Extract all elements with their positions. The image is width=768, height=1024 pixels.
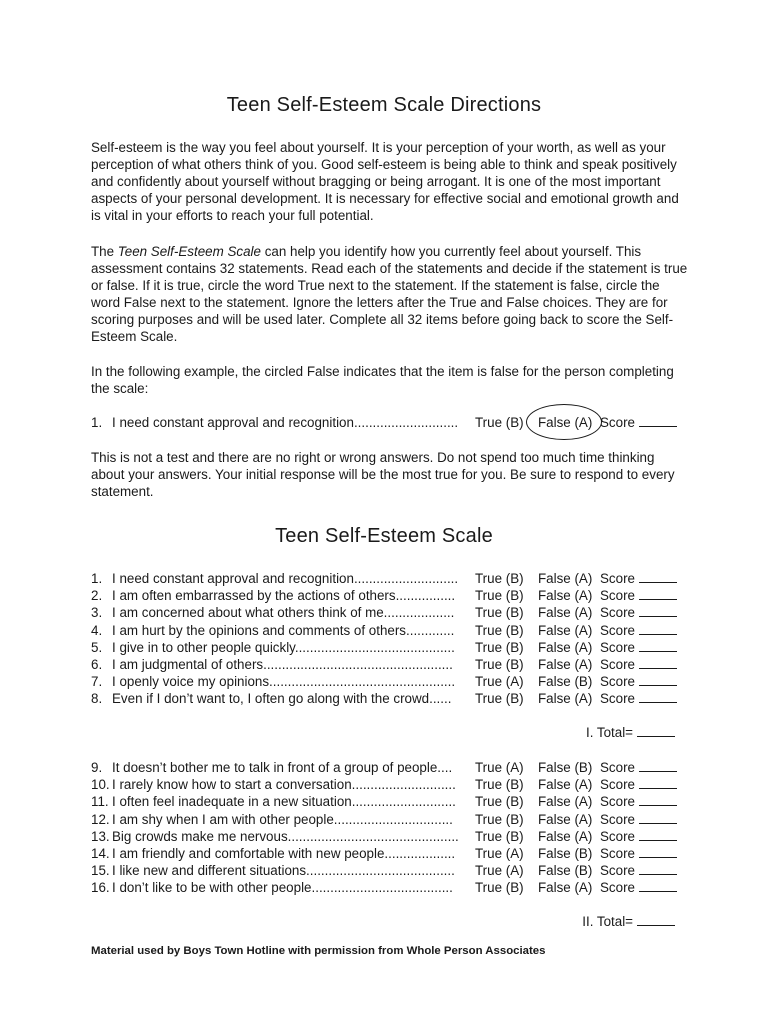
item-statement: I don’t like to be with other people...................................... xyxy=(112,880,453,896)
item-number: 9. xyxy=(91,760,103,775)
score-field xyxy=(600,862,677,879)
false-option: False (A) xyxy=(538,880,593,896)
total-label: I. Total= xyxy=(585,725,633,740)
score-label: Score xyxy=(600,571,635,586)
scale-item-row xyxy=(91,587,691,604)
true-option: True (A) xyxy=(475,863,524,879)
score-blank xyxy=(639,776,677,789)
score-label: Score xyxy=(600,588,635,604)
score-field xyxy=(600,879,677,896)
true-option: True (B) xyxy=(475,588,524,604)
score-field xyxy=(600,570,677,587)
item-statement: I often feel inadequate in a new situation............................ xyxy=(112,794,456,810)
total-blank xyxy=(637,913,675,926)
false-option: False (B) xyxy=(538,674,593,690)
score-label: Score xyxy=(600,605,635,621)
total-blank xyxy=(637,724,675,737)
item-statement: I am shy when I am with other people................................ xyxy=(112,811,453,827)
item-number: 5. xyxy=(91,639,103,655)
false-option: False (A) xyxy=(538,605,593,621)
intro-paragraph: Self-esteem is the way you feel about yourself. It is your perception of your worth, as well as your perception of what others think of you. Good self-esteem is being able to think and speak positively and confidently about yourself without bragging or being arrogant. It is one of the most important aspects of your personal development. It is necessary for effective social and emotional growth and is vital in your efforts to reach your full potential. xyxy=(91,140,679,223)
item-number: 3. xyxy=(91,605,103,621)
false-option: False (B) xyxy=(538,846,593,861)
score-field xyxy=(600,587,677,604)
scale-title: Teen Self-Esteem Scale xyxy=(275,525,493,547)
false-option: False (A) xyxy=(538,691,593,707)
score-blank xyxy=(639,690,677,703)
score-blank xyxy=(639,587,677,600)
score-label: Score xyxy=(600,691,635,707)
scale-item-row xyxy=(91,793,691,810)
footer-credit: Material used by Boys Town Hotline with permission from Whole Person Associates xyxy=(91,945,546,957)
instructions-paragraph xyxy=(91,243,691,345)
item-statement: I am concerned about what others think of me................... xyxy=(112,605,455,621)
section-two-total xyxy=(520,913,675,930)
item-number: 8. xyxy=(91,691,103,707)
false-option: False (A) xyxy=(538,639,593,655)
total-label: II. Total= xyxy=(582,914,633,929)
score-label: Score xyxy=(600,674,635,690)
false-option: False (A) xyxy=(538,777,593,793)
scale-item-row xyxy=(91,845,691,862)
item-number: 7. xyxy=(91,674,103,690)
scale-item-row xyxy=(91,673,691,690)
scale-name: Teen Self-Esteem Scale xyxy=(117,244,261,259)
scale-item-row xyxy=(91,759,691,776)
false-option: False (B) xyxy=(538,863,593,879)
score-field xyxy=(600,622,677,639)
score-blank xyxy=(639,828,677,841)
score-field xyxy=(600,604,677,621)
score-field xyxy=(600,811,677,828)
scale-item-row xyxy=(91,604,691,621)
score-blank xyxy=(639,639,677,652)
score-label: Score xyxy=(600,760,635,775)
score-field xyxy=(600,845,677,862)
item-number: 11. xyxy=(91,794,109,810)
item-number: 13. xyxy=(91,828,110,844)
item-number: 1. xyxy=(91,415,103,430)
score-label: Score xyxy=(600,880,635,896)
true-option: True (B) xyxy=(475,415,524,430)
score-label: Score xyxy=(600,846,635,861)
item-number: 12. xyxy=(91,811,110,827)
false-option: False (A) xyxy=(538,657,593,672)
score-field xyxy=(600,759,677,776)
item-number: 10. xyxy=(91,777,110,793)
instructions-prefix: The xyxy=(91,244,118,259)
score-blank xyxy=(639,759,677,772)
true-option: True (B) xyxy=(475,571,524,586)
score-blank xyxy=(639,811,677,824)
true-option: True (A) xyxy=(475,760,524,775)
score-field xyxy=(600,673,677,690)
item-statement: I am friendly and comfortable with new people................... xyxy=(112,846,456,861)
score-label: Score xyxy=(600,415,635,430)
scale-item-row xyxy=(91,656,691,673)
score-blank xyxy=(639,793,677,806)
false-option: False (A) xyxy=(538,828,593,844)
item-statement: Big crowds make me nervous.............................................. xyxy=(112,828,459,844)
score-field xyxy=(600,414,677,431)
item-number: 14. xyxy=(91,846,110,861)
scale-item-row xyxy=(91,811,691,828)
true-option: True (B) xyxy=(475,811,524,827)
score-field xyxy=(600,793,677,810)
score-label: Score xyxy=(600,828,635,844)
example-answer-circle xyxy=(526,404,602,440)
score-label: Score xyxy=(600,794,635,810)
scale-item-row xyxy=(91,828,691,845)
true-option: True (A) xyxy=(475,674,524,690)
instructions-body: can help you identify how you currently feel about yourself. This assessment contains 32 statements. Read each of the statements and decide if the statement is true or false. If it is true, circle the word True next to the statement. If the statement is false, circle the word False next to the statement. Ignore the letters after the True and False choices. They are for scoring purposes and will be used later. Complete all 32 items before going back to score the Self-Esteem Scale. xyxy=(91,244,688,344)
item-statement: Even if I don’t want to, I often go along with the crowd...... xyxy=(112,691,452,707)
score-blank xyxy=(639,845,677,858)
false-option: False (A) xyxy=(538,588,593,604)
item-number: 15. xyxy=(91,863,110,879)
example-intro-paragraph: In the following example, the circled False indicates that the item is false for the person completing the scale: xyxy=(91,364,674,396)
score-blank xyxy=(639,656,677,669)
score-blank xyxy=(639,604,677,617)
item-statement: I like new and different situations........................................ xyxy=(112,863,455,879)
scale-item-row xyxy=(91,776,691,793)
item-statement: I openly voice my opinions.................................................. xyxy=(112,674,456,690)
score-label: Score xyxy=(600,622,635,638)
item-number: 16. xyxy=(91,880,110,896)
true-option: True (B) xyxy=(475,622,524,638)
true-option: True (B) xyxy=(475,880,524,896)
score-label: Score xyxy=(600,863,635,879)
true-option: True (B) xyxy=(475,777,524,793)
item-statement: It doesn’t bother me to talk in front of a group of people.... xyxy=(112,760,453,775)
score-blank xyxy=(639,673,677,686)
item-number: 4. xyxy=(91,622,103,638)
item-statement: I am judgmental of others................................................... xyxy=(112,657,453,672)
item-number: 6. xyxy=(91,657,103,672)
item-statement: I need constant approval and recognition............................ xyxy=(112,571,459,586)
score-label: Score xyxy=(600,639,635,655)
score-field xyxy=(600,690,677,707)
score-field xyxy=(600,828,677,845)
score-blank xyxy=(639,570,677,583)
score-label: Score xyxy=(600,777,635,793)
score-blank xyxy=(639,879,677,892)
false-option: False (A) xyxy=(538,794,593,810)
scale-item-row xyxy=(91,690,691,707)
true-option: True (B) xyxy=(475,828,524,844)
score-blank xyxy=(639,414,677,427)
true-option: True (B) xyxy=(475,794,524,810)
guidance-paragraph: This is not a test and there are no right or wrong answers. Do not spend too much time thinking about your answers. Your initial response will be the most true for you. Be sure to respond to every statement. xyxy=(91,450,675,499)
item-number: 2. xyxy=(91,588,103,604)
item-statement: I am hurt by the opinions and comments of others............. xyxy=(112,622,455,638)
item-statement: I rarely know how to start a conversation............................ xyxy=(112,777,456,793)
score-blank xyxy=(639,622,677,635)
true-option: True (A) xyxy=(475,846,524,861)
item-statement: I give in to other people quickly........................................... xyxy=(112,639,455,655)
page-title: Teen Self-Esteem Scale Directions xyxy=(226,94,542,116)
true-option: True (B) xyxy=(475,639,524,655)
false-option: False (A) xyxy=(538,622,593,638)
score-field xyxy=(600,776,677,793)
false-option: False (A) xyxy=(538,571,593,586)
false-option: False (B) xyxy=(538,760,593,775)
scale-item-row xyxy=(91,639,691,656)
item-statement: I need constant approval and recognition............................ xyxy=(112,415,459,430)
scale-item-row xyxy=(91,862,691,879)
item-number: 1. xyxy=(91,571,103,586)
scale-item-row xyxy=(91,622,691,639)
true-option: True (B) xyxy=(475,691,524,707)
scale-item-row xyxy=(91,570,691,587)
false-option: False (A) xyxy=(538,415,593,430)
scale-item-row xyxy=(91,879,691,896)
true-option: True (B) xyxy=(475,657,524,672)
score-label: Score xyxy=(600,811,635,827)
score-label: Score xyxy=(600,657,635,672)
score-field xyxy=(600,639,677,656)
section-one-total xyxy=(520,724,675,741)
score-blank xyxy=(639,862,677,875)
score-field xyxy=(600,656,677,673)
item-statement: I am often embarrassed by the actions of others................ xyxy=(112,588,456,604)
true-option: True (B) xyxy=(475,605,524,621)
false-option: False (A) xyxy=(538,811,593,827)
